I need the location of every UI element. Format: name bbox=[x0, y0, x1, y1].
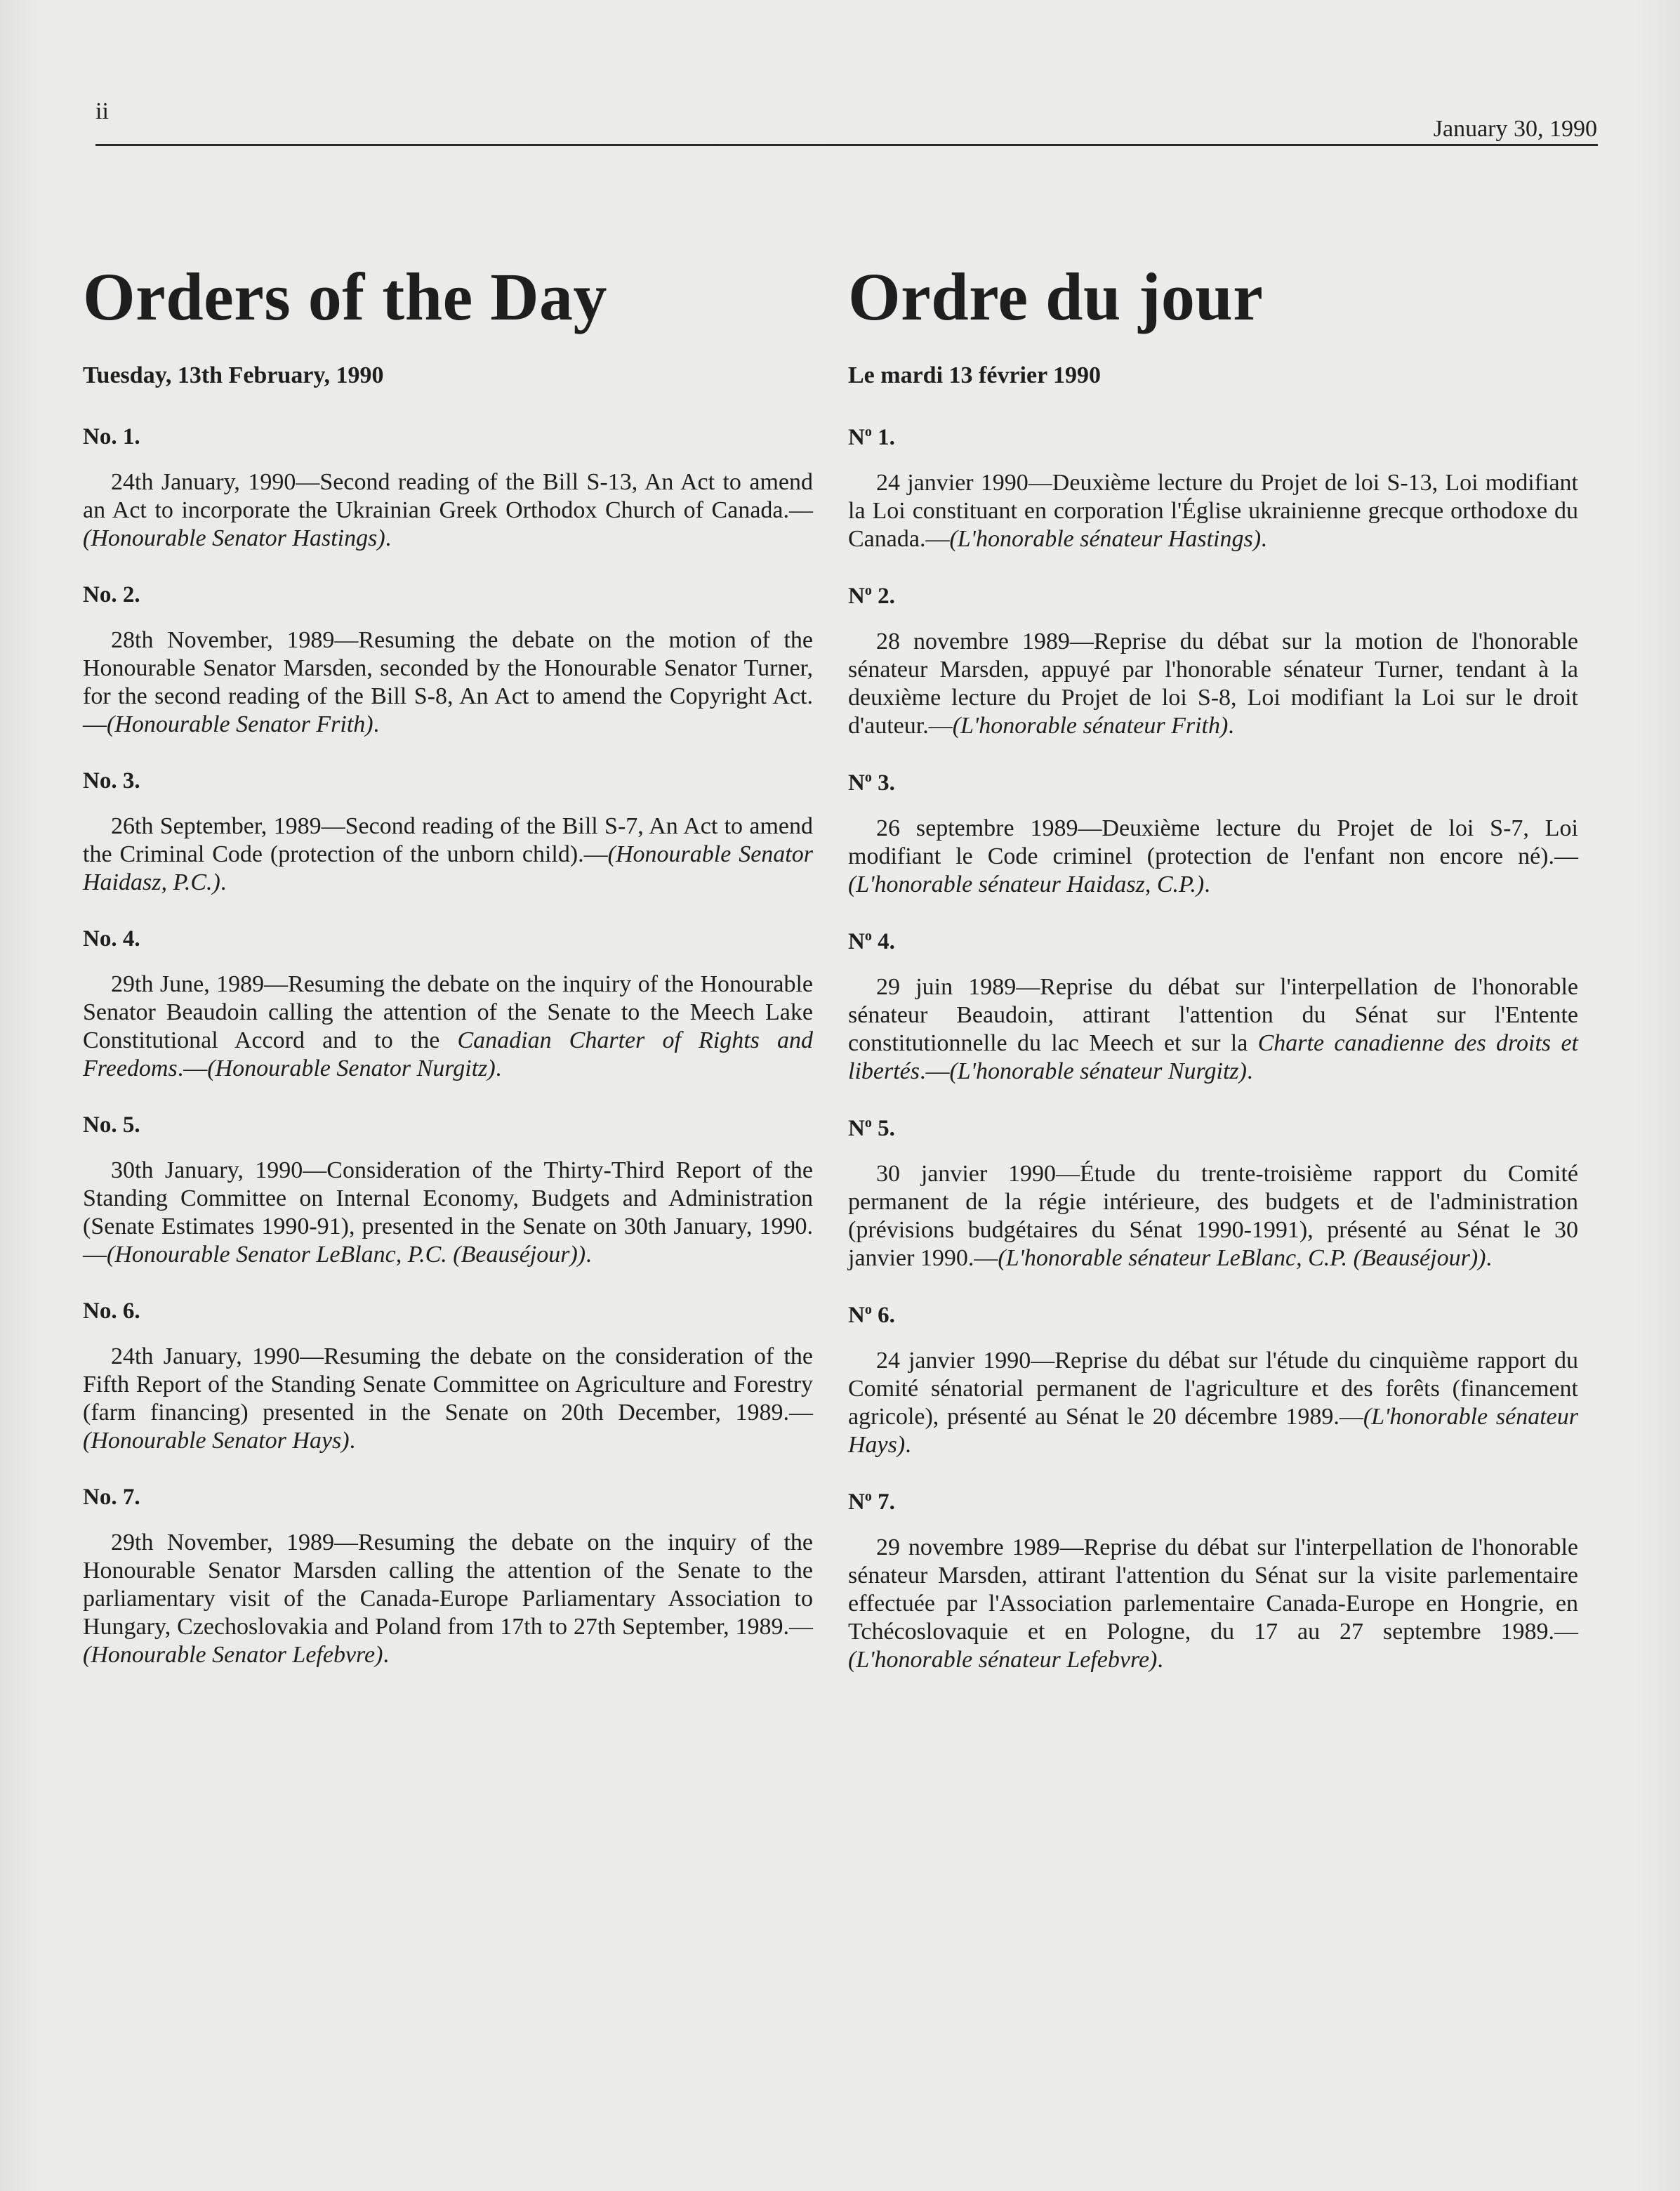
order-item-number: No. 1. bbox=[83, 423, 140, 449]
order-item-text bbox=[848, 628, 1578, 740]
order-item-text bbox=[83, 1343, 813, 1455]
number-superscript: o bbox=[864, 1114, 872, 1131]
order-item-number bbox=[848, 928, 1578, 955]
item-sponsor: (L'honorable sénateur Haidasz, C.P.) bbox=[848, 871, 1205, 897]
order-item bbox=[83, 1298, 813, 1455]
item-sponsor: (Honourable Senator Lefebvre) bbox=[83, 1641, 383, 1668]
order-item-number: No. 2. bbox=[83, 581, 140, 607]
number-value: 6. bbox=[871, 1302, 895, 1328]
item-body-cont: .— bbox=[177, 1055, 208, 1081]
item-sponsor: (L'honorable sénateur LeBlanc, C.P. (Beauséjour)) bbox=[998, 1244, 1486, 1271]
item-body: 29 juin 1989—Reprise du débat sur l'interpellation de l'honorable sénateur Beaudoin, attirant l'attention du Sénat sur l'Entente constitutionnelle du lac Meech et sur la bbox=[848, 973, 1578, 1056]
french-sitting-date: Le mardi 13 février 1990 bbox=[848, 362, 1102, 388]
item-sponsor: (Honourable Senator Hays) bbox=[83, 1427, 350, 1454]
order-item bbox=[848, 1489, 1578, 1674]
item-tail: . bbox=[383, 1641, 389, 1668]
item-tail: . bbox=[1486, 1244, 1492, 1271]
item-tail: . bbox=[349, 1427, 356, 1454]
order-item-number bbox=[848, 770, 1578, 796]
item-sponsor: (Honourable Senator Frith) bbox=[107, 711, 373, 737]
item-body: 30 janvier 1990—Étude du trente-troisième rapport du Comité permanent de la régie intérieure, des budgets et de l'administration (prévisions budgétaires du Sénat 1990-1991), présenté au Sénat le 30 janvier 1990.— bbox=[848, 1160, 1578, 1271]
item-tail: . bbox=[373, 711, 380, 737]
number-prefix: N bbox=[848, 770, 865, 796]
order-item bbox=[83, 424, 813, 553]
item-sponsor: (L'honorable sénateur Lefebvre) bbox=[848, 1646, 1158, 1673]
order-item bbox=[848, 770, 1578, 899]
item-body: 24th January, 1990—Resuming the debate on the consideration of the Fifth Report of the Standing Senate Committee on Agriculture and Forestry (farm financing) presented in the Senate on 20th December, 1989.— bbox=[83, 1343, 813, 1426]
item-sponsor: (Honourable Senator Haidasz, P.C.) bbox=[83, 841, 813, 895]
order-item-text bbox=[848, 815, 1578, 899]
order-item-text bbox=[848, 1534, 1578, 1674]
order-item-text bbox=[83, 812, 813, 897]
english-column bbox=[83, 260, 813, 1699]
item-sponsor: (L'honorable sénateur Frith) bbox=[952, 712, 1229, 739]
order-item-text bbox=[848, 1160, 1578, 1272]
item-tail: . bbox=[1261, 525, 1267, 552]
number-value: 2. bbox=[871, 583, 895, 609]
number-prefix: N bbox=[848, 424, 865, 450]
item-body: 29 novembre 1989—Reprise du débat sur l'interpellation de l'honorable sénateur Marsden, attirant l'attention du Sénat sur la visite parlementaire effectuée par l'Association parlementaire Canada-Europe en Hongrie, en Tchécoslovaquie et en Pologne, du 17 au 27 septembre 1989.— bbox=[848, 1534, 1578, 1645]
number-superscript: o bbox=[864, 582, 872, 598]
item-tail: . bbox=[495, 1055, 502, 1081]
item-tail: . bbox=[385, 525, 392, 551]
item-sponsor: (L'honorable sénateur Nurgitz) bbox=[949, 1058, 1247, 1084]
running-header-date: January 30, 1990 bbox=[1433, 116, 1597, 142]
order-item bbox=[848, 1115, 1578, 1272]
order-item-number: No. 6. bbox=[83, 1298, 140, 1324]
order-item-text bbox=[848, 973, 1578, 1086]
order-item-number bbox=[848, 1115, 1578, 1142]
order-item bbox=[848, 928, 1578, 1086]
number-prefix: N bbox=[848, 1489, 865, 1515]
number-superscript: o bbox=[864, 1301, 872, 1317]
number-value: 3. bbox=[871, 770, 895, 796]
order-item-text bbox=[83, 971, 813, 1083]
item-sponsor: (Honourable Senator LeBlanc, P.C. (Beauséjour)) bbox=[107, 1241, 586, 1268]
order-item bbox=[83, 926, 813, 1083]
item-tail: . bbox=[905, 1431, 911, 1458]
number-prefix: N bbox=[848, 1302, 865, 1328]
item-body-cont: .— bbox=[919, 1058, 950, 1084]
item-body: 29th June, 1989—Resuming the debate on the inquiry of the Honourable Senator Beaudoin calling the attention of the Senate to the Meech Lake Constitutional Accord and to the bbox=[83, 971, 813, 1053]
item-tail: . bbox=[1204, 871, 1210, 897]
item-italic-title: Canadian Charter of Rights and Freedoms bbox=[83, 1027, 814, 1081]
header-rule bbox=[95, 144, 1598, 146]
order-item-number: No. 5. bbox=[83, 1112, 140, 1138]
order-item-text bbox=[83, 1157, 813, 1269]
item-body: 29th November, 1989—Resuming the debate on the inquiry of the Honourable Senator Marsden calling the attention of the Senate to the parliamentary visit of the Canada-Europe Parliamentary Association to Hungary, Czechoslovakia and Poland from 17th to 27th September, 1989.— bbox=[83, 1529, 813, 1640]
order-item-text bbox=[83, 468, 813, 553]
order-item bbox=[83, 1485, 813, 1669]
item-sponsor: (L'honorable sénateur Hays) bbox=[848, 1403, 1578, 1458]
number-superscript: o bbox=[864, 423, 872, 440]
order-item-number: No. 7. bbox=[83, 1484, 140, 1510]
order-item-number bbox=[848, 583, 1578, 610]
item-sponsor: (Honourable Senator Hastings) bbox=[83, 525, 385, 551]
order-item bbox=[83, 768, 813, 897]
french-column bbox=[848, 260, 1578, 1704]
item-body: 26 septembre 1989—Deuxième lecture du Projet de loi S-7, Loi modifiant le Code criminel (protection de l'enfant non encore né).— bbox=[848, 815, 1578, 869]
order-item-number bbox=[848, 1489, 1578, 1515]
number-superscript: o bbox=[864, 769, 872, 785]
order-item-text bbox=[848, 1347, 1578, 1459]
item-body: 24th January, 1990—Second reading of the Bill S-13, An Act to amend an Act to incorporate the Ukrainian Greek Orthodox Church of Canada.— bbox=[83, 468, 813, 523]
item-body: 30th January, 1990—Consideration of the Thirty-Third Report of the Standing Committee on Internal Economy, Budgets and Administration (Senate Estimates 1990-91), presented in the Senate on 30th January, 1990.— bbox=[83, 1157, 813, 1268]
item-body: 24 janvier 1990—Reprise du débat sur l'étude du cinquième rapport du Comité sénatorial permanent de l'agriculture et des forêts (financement agricole), présenté au Sénat le 20 décembre 1989.— bbox=[848, 1347, 1578, 1430]
number-prefix: N bbox=[848, 1115, 865, 1141]
item-tail: . bbox=[586, 1241, 592, 1268]
french-items bbox=[848, 424, 1578, 1674]
item-tail: . bbox=[1157, 1646, 1163, 1673]
number-superscript: o bbox=[864, 928, 872, 944]
order-item bbox=[848, 424, 1578, 553]
item-body: 24 janvier 1990—Deuxième lecture du Projet de loi S-13, Loi modifiant la Loi constituant en corporation l'Église ukrainienne grecque orthodoxe du Canada.— bbox=[848, 469, 1578, 552]
order-item-text bbox=[83, 626, 813, 739]
page-number: ii bbox=[95, 98, 109, 124]
item-tail: . bbox=[1228, 712, 1234, 739]
order-item bbox=[83, 1112, 813, 1269]
english-sitting-date: Tuesday, 13th February, 1990 bbox=[83, 362, 384, 388]
number-value: 7. bbox=[871, 1489, 895, 1515]
item-body: 28 novembre 1989—Reprise du débat sur la motion de l'honorable sénateur Marsden, appuyé par l'honorable sénateur Turner, tendant à la deuxième lecture du Projet de loi S-8, Loi modifiant la Loi sur le droit d'auteur.— bbox=[848, 628, 1578, 739]
item-sponsor: (L'honorable sénateur Hastings) bbox=[949, 525, 1262, 552]
order-item-text bbox=[83, 1529, 813, 1669]
number-value: 4. bbox=[871, 928, 895, 954]
item-sponsor: (Honourable Senator Nurgitz) bbox=[207, 1055, 496, 1081]
order-item-number bbox=[848, 424, 1578, 451]
item-tail: . bbox=[220, 869, 227, 895]
number-prefix: N bbox=[848, 583, 865, 609]
item-body: 26th September, 1989—Second reading of the Bill S-7, An Act to amend the Criminal Code (protection of the unborn child).— bbox=[83, 812, 813, 867]
number-prefix: N bbox=[848, 928, 865, 954]
order-item bbox=[848, 583, 1578, 740]
order-item-number: No. 3. bbox=[83, 768, 140, 794]
item-italic-title: Charte canadienne des droits et libertés bbox=[848, 1029, 1578, 1084]
item-body: 28th November, 1989—Resuming the debate on the motion of the Honourable Senator Marsden, seconded by the Honourable Senator Turner, for the second reading of the Bill S-8, An Act to amend the Copyright Act.— bbox=[83, 626, 813, 737]
french-title: Ordre du jour bbox=[848, 259, 1264, 334]
order-item-number: No. 4. bbox=[83, 926, 140, 952]
order-item bbox=[83, 582, 813, 739]
order-item-text bbox=[848, 469, 1578, 553]
english-items bbox=[83, 424, 813, 1669]
order-item-number bbox=[848, 1302, 1578, 1329]
number-value: 1. bbox=[871, 424, 895, 450]
english-title: Orders of the Day bbox=[83, 259, 608, 334]
number-value: 5. bbox=[871, 1115, 895, 1141]
order-item bbox=[848, 1302, 1578, 1459]
number-superscript: o bbox=[864, 1488, 872, 1504]
item-tail: . bbox=[1246, 1058, 1253, 1084]
